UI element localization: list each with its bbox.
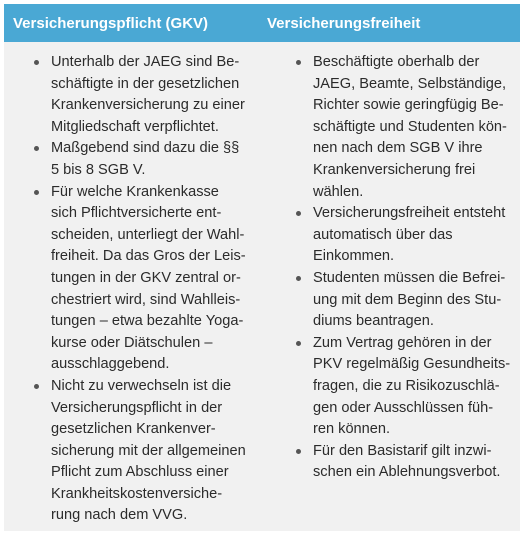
list-item-text: Beschäftigte oberhalb der JAEG, Beamte, Selbständige, Richter sowie geringfügig Be- schäftigte und Studenten kön- nen nach dem SGB V ihre Krankenversicherung frei wählen. xyxy=(313,54,507,200)
list-item-text: Nicht zu verwechseln ist die Versicherungspflicht in der gesetzlichen Krankenver- sicherung mit der allgemeinen Pflicht zum Abschluss einer Krankheitskostenversiche- rung nach dem VVG. xyxy=(51,377,246,524)
table-body-row xyxy=(4,42,520,527)
bullet-dot-icon xyxy=(296,449,301,454)
comparison-table xyxy=(4,4,520,531)
bullet-dot-icon xyxy=(34,190,39,195)
list-item-text: Unterhalb der JAEG sind Be- schäftigte in der gesetzlichen Krankenversicherung zu einer Mitgliedschaft verpflichtet. xyxy=(51,54,245,135)
list-item xyxy=(294,268,512,333)
list-item-text: Für welche Krankenkasse sich Pflichtversicherte ent- scheiden, unterliegt der Wahl- freiheit. Da das Gros der Leis- tungen in der GKV zentral or- chestriert wird, sind Wahlleis- tungen – etwa bezahlte Yoga- kurse oder Diätschulen – ausschlaggebend. xyxy=(51,183,246,373)
bullet-dot-icon xyxy=(296,60,301,65)
column-versicherungsfreiheit xyxy=(266,52,520,527)
list-item xyxy=(32,52,256,138)
list-item xyxy=(32,138,256,181)
bullet-dot-icon xyxy=(296,276,301,281)
list-item xyxy=(32,376,256,527)
bullet-dot-icon xyxy=(296,211,301,216)
right-bullet-list xyxy=(294,52,512,484)
list-item xyxy=(294,52,512,203)
list-item-text: Für den Basistarif gilt inzwi- schen ein Ablehnungsverbot. xyxy=(313,442,501,481)
list-item-text: Versicherungsfreiheit entsteht automatisch über das Einkommen. xyxy=(313,205,506,265)
list-item-text: Studenten müssen die Befrei- ung mit dem Beginn des Stu- diums beantragen. xyxy=(313,269,506,330)
bullet-dot-icon xyxy=(34,384,39,389)
column-versicherungspflicht xyxy=(4,52,266,527)
list-item xyxy=(294,333,512,441)
list-item xyxy=(294,441,512,484)
left-bullet-list xyxy=(32,52,256,527)
list-item xyxy=(294,203,512,268)
list-item-text: Zum Vertrag gehören in der PKV regelmäßig Gesundheits- fragen, die zu Risikozuschlä- gen oder Ausschlüssen füh- ren können. xyxy=(313,334,511,438)
bullet-dot-icon xyxy=(296,341,301,346)
header-versicherungspflicht: Versicherungspflicht (GKV) xyxy=(13,14,209,32)
list-item-text: Maßgebend sind dazu die §§ 5 bis 8 SGB V. xyxy=(51,140,240,178)
header-versicherungsfreiheit: Versicherungsfreiheit xyxy=(267,14,421,32)
list-item xyxy=(32,182,256,376)
table-header-row xyxy=(4,4,520,42)
bullet-dot-icon xyxy=(34,146,39,151)
bullet-dot-icon xyxy=(34,60,39,65)
